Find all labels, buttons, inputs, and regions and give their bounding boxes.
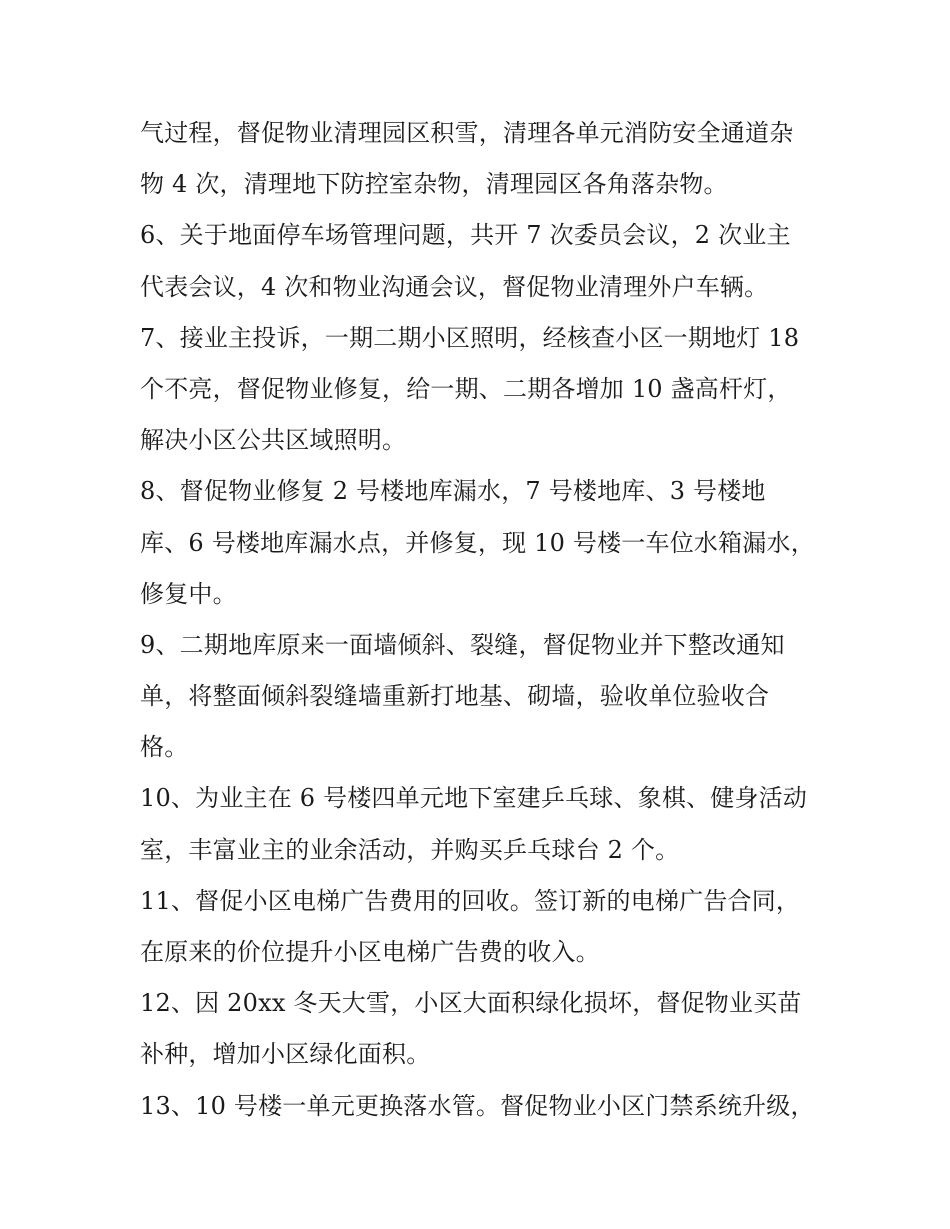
text-line: 气过程，督促物业清理园区积雪，清理各单元消防安全通道杂 xyxy=(140,119,794,147)
text-line: 解决小区公共区域照明。 xyxy=(140,426,407,455)
text-line: 单，将整面倾斜裂缝墙重新打地基、砌墙，验收单位验收合 xyxy=(140,682,770,711)
text-line: 代表会议，4 次和物业沟通会议，督促物业清理外户车辆。 xyxy=(140,272,769,301)
text-line: 格。 xyxy=(140,733,189,762)
text-line: 12、因 20xx 冬天大雪，小区大面积绿化损坏，督促物业买苗 xyxy=(140,989,802,1018)
text-line: 11、督促小区电梯广告费用的回收。签订新的电梯广告合同， xyxy=(140,886,801,915)
text-line: 补种，增加小区绿化面积。 xyxy=(140,1040,431,1069)
text-line: 7、接业主投诉，一期二期小区照明，经核查小区一期地灯 18 xyxy=(140,323,800,352)
text-line: 8、督促物业修复 2 号楼地库漏水，7 号楼地库、3 号楼地 xyxy=(140,477,766,506)
text-line: 个不亮，督促物业修复，给一期、二期各增加 10 盏高杆灯， xyxy=(140,374,792,403)
document-body xyxy=(140,108,820,1132)
text-line: 库、6 号楼地库漏水点，并修复，现 10 号楼一车位水箱漏水， xyxy=(140,528,815,557)
text-line: 在原来的价位提升小区电梯广告费的收入。 xyxy=(140,938,600,966)
text-line: 6、关于地面停车场管理问题，共开 7 次委员会议，2 次业主 xyxy=(140,221,791,250)
text-line: 10、为业主在 6 号楼四单元地下室建乒乓球、象棋、健身活动 xyxy=(140,784,808,813)
text-line: 13、10 号楼一单元更换落水管。督促物业小区门禁系统升级， xyxy=(140,1091,815,1120)
text-line: 修复中。 xyxy=(140,579,237,608)
text-line: 物 4 次，清理地下防控室杂物，清理园区各角落杂物。 xyxy=(140,170,728,199)
text-line: 室，丰富业主的业余活动，并购买乒乓球台 2 个。 xyxy=(140,835,680,864)
text-line: 9、二期地库原来一面墙倾斜、裂缝，督促物业并下整改通知 xyxy=(140,630,785,659)
